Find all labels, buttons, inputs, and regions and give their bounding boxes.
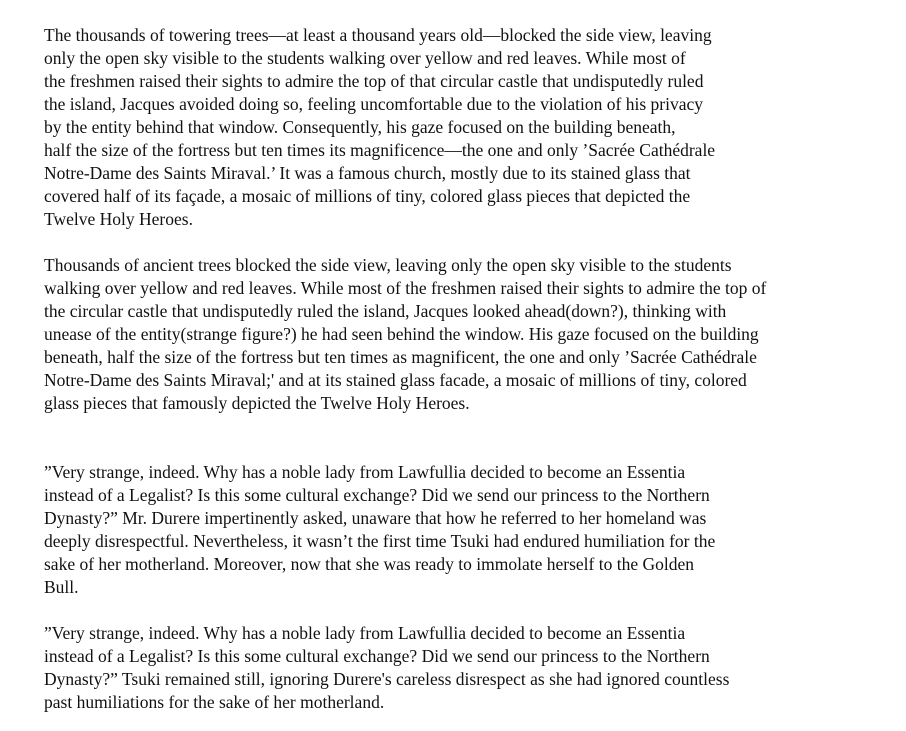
text-line: sake of her motherland. Moreover, now that she was ready to immolate herself to the Golden [44, 554, 695, 574]
text-line: instead of a Legalist? Is this some cultural exchange? Did we send our princess to the Northern [44, 485, 710, 505]
text-line: The thousands of towering trees—at least a thousand years old—blocked the side view, leaving [44, 25, 712, 45]
text-line: glass pieces that famously depicted the Twelve Holy Heroes. [44, 393, 470, 413]
text-line: instead of a Legalist? Is this some cultural exchange? Did we send our princess to the Northern [44, 646, 710, 666]
paragraph-4 [44, 622, 889, 714]
text-line: the freshmen raised their sights to admire the top of that circular castle that undisputedly ruled [44, 71, 704, 91]
text-line: Twelve Holy Heroes. [44, 209, 193, 229]
text-line: unease of the entity(strange figure?) he had seen behind the window. His gaze focused on the building [44, 324, 759, 344]
paragraph-spacer [44, 415, 889, 461]
paragraph-spacer [44, 231, 889, 254]
paragraph-1 [44, 24, 889, 231]
text-line: Thousands of ancient trees blocked the side view, leaving only the open sky visible to the students [44, 255, 732, 275]
text-line: beneath, half the size of the fortress but ten times as magnificent, the one and only ’Sacrée Cathédrale [44, 347, 757, 367]
text-line: covered half of its façade, a mosaic of millions of tiny, colored glass pieces that depicted the [44, 186, 691, 206]
text-line: ”Very strange, indeed. Why has a noble lady from Lawfullia decided to become an Essentia [44, 462, 686, 482]
text-line: only the open sky visible to the students walking over yellow and red leaves. While most of [44, 48, 686, 68]
text-line: Notre-Dame des Saints Miraval.’ It was a famous church, mostly due to its stained glass that [44, 163, 691, 183]
text-line: Dynasty?” Tsuki remained still, ignoring Durere's careless disrespect as she had ignored countless [44, 669, 730, 689]
text-line: half the size of the fortress but ten times its magnificence—the one and only ’Sacrée Cathédrale [44, 140, 716, 160]
text-line: deeply disrespectful. Nevertheless, it wasn’t the first time Tsuki had endured humiliation for the [44, 531, 716, 551]
document-body [44, 24, 889, 714]
text-line: past humiliations for the sake of her motherland. [44, 692, 385, 712]
text-line: Notre-Dame des Saints Miraval;' and at its stained glass facade, a mosaic of millions of tiny, colored [44, 370, 747, 390]
text-line: the island, Jacques avoided doing so, feeling uncomfortable due to the violation of his privacy [44, 94, 704, 114]
text-line: Bull. [44, 577, 79, 597]
text-line: ”Very strange, indeed. Why has a noble lady from Lawfullia decided to become an Essentia [44, 623, 686, 643]
text-line: by the entity behind that window. Consequently, his gaze focused on the building beneath, [44, 117, 676, 137]
paragraph-spacer [44, 599, 889, 622]
text-line: the circular castle that undisputedly ruled the island, Jacques looked ahead(down?), thinking with [44, 301, 727, 321]
paragraph-2 [44, 254, 889, 415]
paragraph-3 [44, 461, 889, 599]
text-line: Dynasty?” Mr. Durere impertinently asked, unaware that how he referred to her homeland was [44, 508, 707, 528]
text-line: walking over yellow and red leaves. While most of the freshmen raised their sights to admire the top of [44, 278, 767, 298]
